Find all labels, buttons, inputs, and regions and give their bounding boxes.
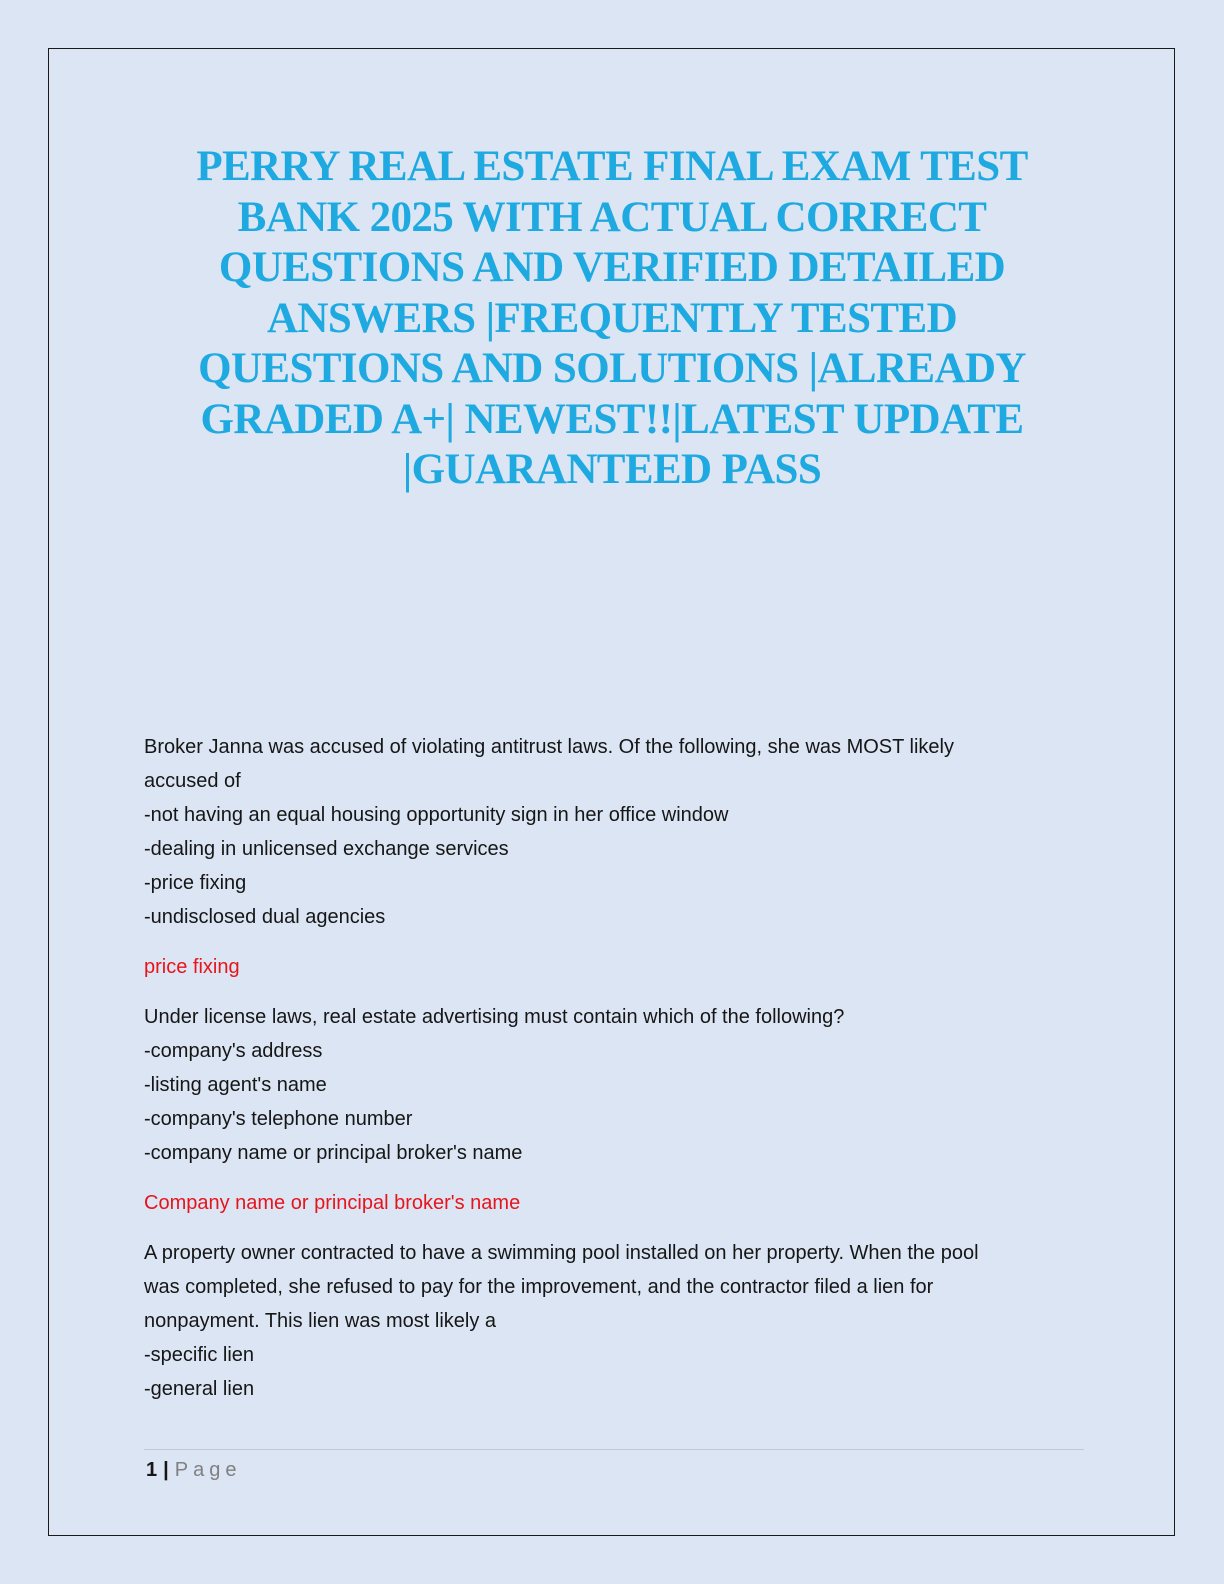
page-number: 1 [146,1459,158,1481]
answer-option: -company's telephone number [144,1108,413,1130]
answer-option: -specific lien [144,1344,255,1366]
question-text: nonpayment. This lien was most likely a [144,1310,497,1332]
answer-option: -dealing in unlicensed exchange services [144,838,509,860]
question-text: Under license laws, real estate advertising must contain which of the following? [144,1006,845,1028]
document-body [144,730,1084,1422]
question-block-2 [144,1000,1084,1170]
question-block-3 [144,1236,1084,1406]
answer-option: -price fixing [144,872,247,894]
question-text: was completed, she refused to pay for the improvement, and the contractor filed a lien for [144,1276,934,1298]
answer-option: -undisclosed dual agencies [144,906,386,928]
correct-answer: Company name or principal broker's name [144,1192,521,1214]
question-text: Broker Janna was accused of violating antitrust laws. Of the following, she was MOST likely [144,736,954,758]
answer-option: -not having an equal housing opportunity sign in her office window [144,804,729,826]
correct-answer: price fixing [144,956,240,978]
page-label: Page [174,1459,242,1481]
answer-option: -listing agent's name [144,1074,327,1096]
question-text: accused of [144,770,241,792]
answer-option: -company name or principal broker's name [144,1142,523,1164]
answer-option: -general lien [144,1378,255,1400]
document-title: PERRY REAL ESTATE FINAL EXAM TEST BANK 2025 WITH ACTUAL CORRECT QUESTIONS AND VERIFIED DETAILED ANSWERS |FREQUENTLY TESTED QUESTIONS AND SOLUTIONS |ALREADY GRADED A+| NEWEST!!|LATEST UPDATE |GUARANTEED PASS [196,143,1028,493]
answer-option: -company's address [144,1040,323,1062]
question-block-1 [144,730,1084,934]
footer-separator: | [163,1459,169,1481]
page-footer [146,1455,241,1485]
footer-divider [144,1449,1084,1450]
question-text: A property owner contracted to have a swimming pool installed on her property. When the pool [144,1242,979,1264]
